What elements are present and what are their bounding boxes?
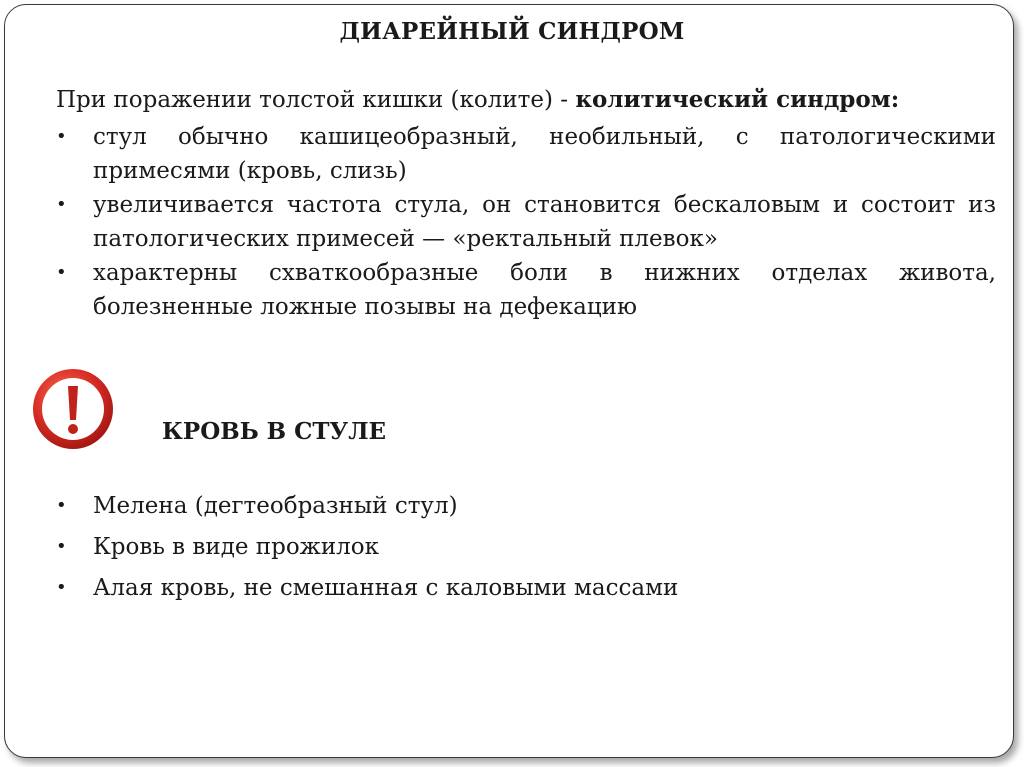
bullet-item: • увеличивается частота стула, он становится бескаловым и состоит из патологических примесей — «ректальный плевок» [56,188,996,256]
blood-bullet-item: • Кровь в виде прожилок [56,530,678,571]
exclamation-circle-icon [30,366,116,452]
intro-text: При поражении толстой кишки (колите) - [56,87,576,113]
colitic-bullet-list [56,120,996,324]
blood-bullet-item: • Мелена (дегтеобразный стул) [56,489,678,530]
intro-line [56,86,899,113]
slide-frame [4,4,1014,758]
bullet-item: • стул обычно кашицеобразный, необильный, с патологическими примесями (кровь, слизь) [56,120,996,188]
bullet-item: • характерны схваткообразные боли в нижних отделах живота, болезненные ложные позывы на дефекацию [56,256,996,324]
blood-bullet-item: • Алая кровь, не смешанная с каловыми массами [56,571,678,612]
intro-bold: колитический синдром: [575,86,900,113]
blood-bullet-list [56,489,678,612]
slide-title: ДИАРЕЙНЫЙ СИНДРОМ [339,18,685,45]
blood-in-stool-heading: КРОВЬ В СТУЛЕ [162,418,387,445]
